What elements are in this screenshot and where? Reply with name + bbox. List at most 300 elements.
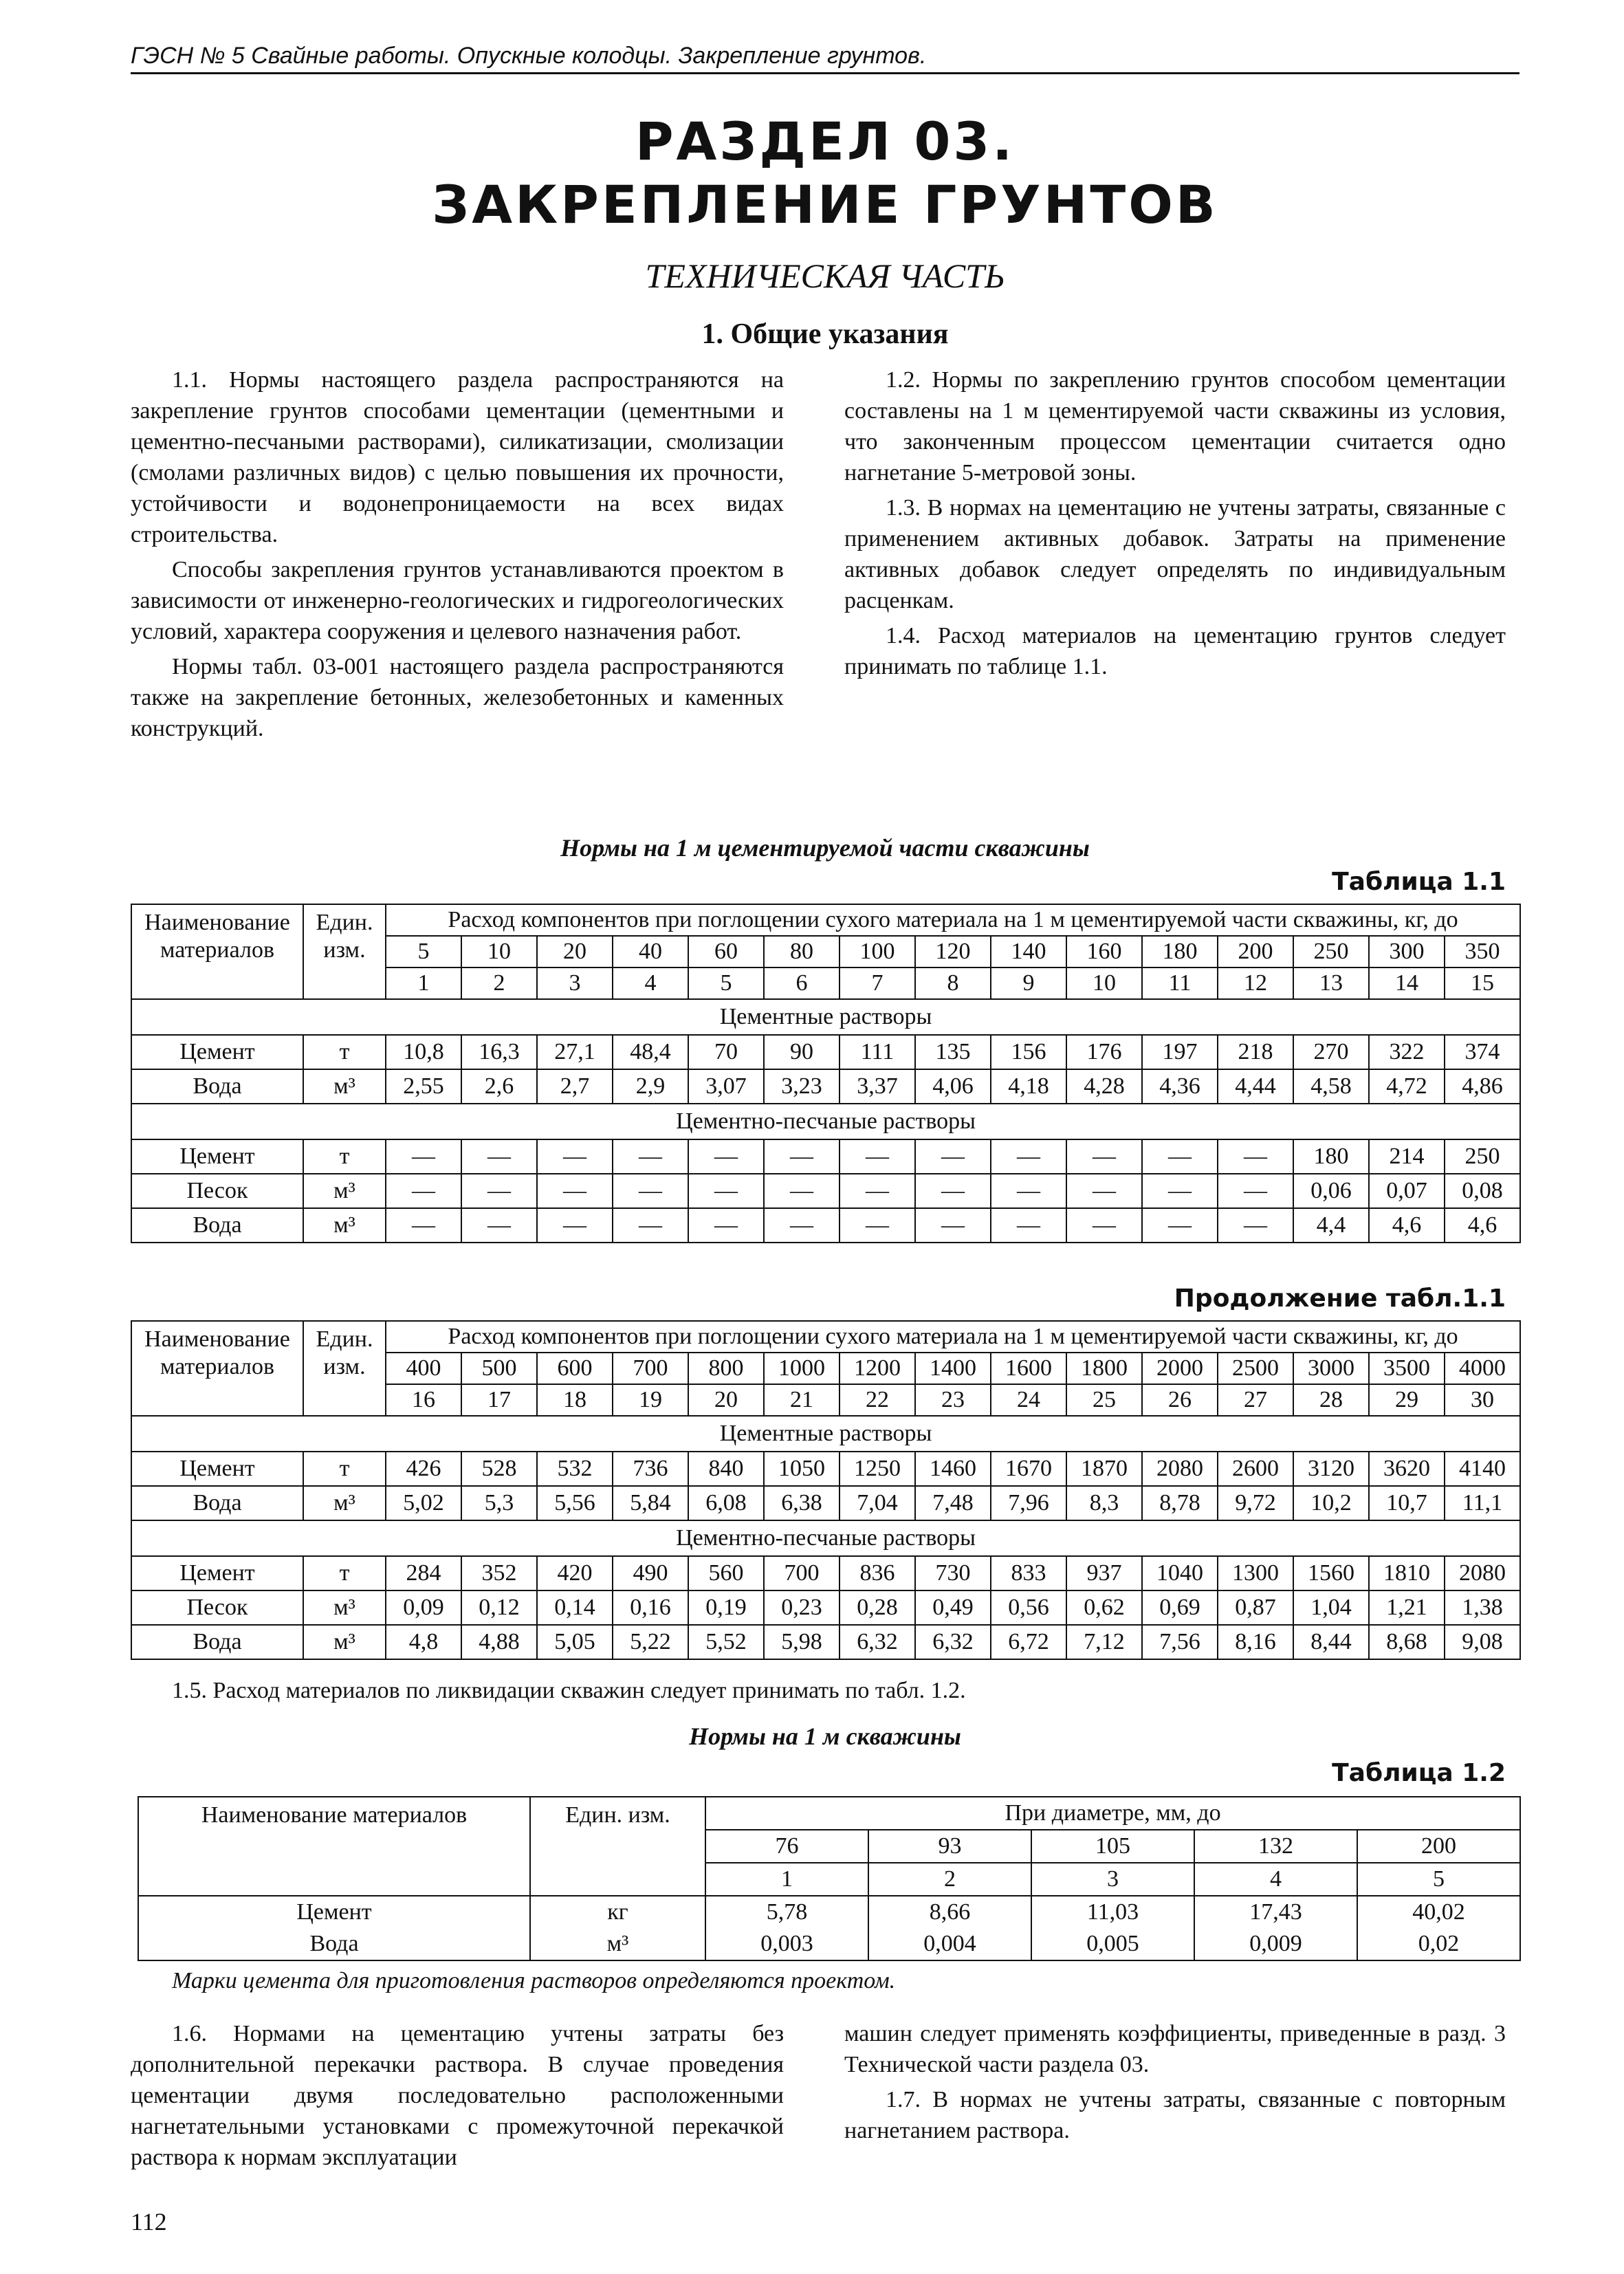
value-cell: — [991,1174,1066,1208]
table-row [131,1321,1520,1353]
value-cell: 0,08 [1445,1174,1520,1208]
value-cell: 420 [537,1556,613,1590]
value-cell: — [613,1208,688,1243]
value-cell: 1670 [991,1452,1066,1486]
value-cell: 5,84 [613,1486,688,1520]
material-name: Вода [131,1208,303,1243]
value-cell: 322 [1369,1035,1445,1069]
value-cell: 0,62 [1066,1590,1142,1625]
material-unit: м³ [530,1928,705,1960]
absorption-header: 3000 [1293,1353,1369,1384]
column-number: 23 [915,1384,991,1416]
value-cell: 284 [386,1556,461,1590]
absorption-header: 120 [915,936,991,967]
absorption-header: 80 [764,936,840,967]
paragraph: 1.2. Нормы по закреплению грунтов способом цементации составлены на 1 м цементируемой части скважины из условия, что законченным процессом цементации считается одно нагнетание 5-метровой зоны. [844,367,1506,485]
table-row [138,1797,1520,1830]
bottom-right-column [844,2018,1506,2150]
column-header-name: Наименование материалов [131,1321,303,1416]
value-cell: 0,09 [386,1590,461,1625]
general-instructions-heading: 1. Общие указания [701,318,949,350]
material-unit: т [303,1139,386,1174]
value-cell: — [1142,1139,1218,1174]
value-cell: 4,6 [1369,1208,1445,1243]
value-cell: 1050 [764,1452,840,1486]
value-cell: 1300 [1218,1556,1293,1590]
material-name: Вода [131,1486,303,1520]
value-cell: 0,14 [537,1590,613,1625]
value-cell: — [840,1174,915,1208]
value-cell: 840 [688,1452,764,1486]
value-cell: 6,32 [840,1625,915,1659]
value-cell: 2,6 [461,1069,537,1104]
running-head: ГЭСН № 5 Свайные работы. Опускные колодцы. Закрепление грунтов. [131,43,1519,74]
paragraph: Нормы табл. 03-001 настоящего раздела распространяются также на закрепление бетонных, железобетонных и каменных конструкций. [131,654,784,741]
absorption-header: 140 [991,936,1066,967]
table-row [131,1590,1520,1625]
section-title-line2: ЗАКРЕПЛЕНИЕ ГРУНТОВ [432,174,1218,235]
paragraph: Способы закрепления грунтов устанавливаются проектом в зависимости от инженерно-геологических и гидрогеологических условий, характера сооружения и целевого назначения работ. [131,557,784,644]
material-name: Цемент [138,1896,530,1928]
value-cell: 532 [537,1452,613,1486]
absorption-header: 1000 [764,1353,840,1384]
paragraph: 1.7. В нормах не учтены затраты, связанные с повторным нагнетанием раствора. [844,2087,1506,2143]
value-cell: 1560 [1293,1556,1369,1590]
value-cell: 11,03 [1031,1896,1194,1928]
value-cell: 4140 [1445,1452,1520,1486]
value-cell: — [537,1208,613,1243]
technical-part-heading: ТЕХНИЧЕСКАЯ ЧАСТЬ [645,256,1005,295]
value-cell: 4,18 [991,1069,1066,1104]
absorption-header: 10 [461,936,537,967]
column-number: 12 [1218,967,1293,999]
absorption-header: 3500 [1369,1353,1445,1384]
value-cell: 352 [461,1556,537,1590]
value-cell: 374 [1445,1035,1520,1069]
value-cell: 9,08 [1445,1625,1520,1659]
paragraph: 1.6. Нормами на цементацию учтены затраты без дополнительной перекачки раствора. В случае проведения цементации двумя последовательно расположенными нагнетательными установками с промежуточной перекачкой раствора к нормам эксплуатации [131,2021,784,2170]
value-cell: 16,3 [461,1035,537,1069]
value-cell: 1460 [915,1452,991,1486]
value-cell: 6,32 [915,1625,991,1659]
bottom-left-column [131,2018,784,2177]
table-row [131,1486,1520,1520]
material-unit: м³ [303,1069,386,1104]
absorption-header: 4000 [1445,1353,1520,1384]
column-header-group: Расход компонентов при поглощении сухого материала на 1 м цементируемой части скважины, кг, до [386,904,1520,936]
value-cell: 10,2 [1293,1486,1369,1520]
table1-caption: Нормы на 1 м цементируемой части скважины [560,834,1090,862]
value-cell: 833 [991,1556,1066,1590]
table1-part2 [131,1320,1521,1660]
table2-caption: Нормы на 1 м скважины [689,1723,961,1750]
value-cell: — [1066,1208,1142,1243]
column-number: 29 [1369,1384,1445,1416]
section-title [131,110,1519,237]
value-cell: 0,49 [915,1590,991,1625]
paragraph: 1.1. Нормы настоящего раздела распространяются на закрепление грунтов способами цементации (цементными и цементно-песчаными растворами), силикатизации, смолизации (смолами различных видов) с целью повышения их прочности, устойчивости и водонепроницаемости на всех видах строительства. [131,367,784,547]
absorption-header: 500 [461,1353,537,1384]
value-cell: 5,02 [386,1486,461,1520]
column-number: 25 [1066,1384,1142,1416]
table-row [138,1896,1520,1928]
value-cell: 0,009 [1194,1928,1357,1960]
value-cell: 490 [613,1556,688,1590]
value-cell: — [688,1139,764,1174]
column-number: 14 [1369,967,1445,999]
value-cell: 17,43 [1194,1896,1357,1928]
column-number: 2 [868,1863,1031,1896]
value-cell: 8,78 [1142,1486,1218,1520]
value-cell: 4,58 [1293,1069,1369,1104]
diameter-header: 76 [705,1830,868,1863]
value-cell: 5,78 [705,1896,868,1928]
value-cell: 156 [991,1035,1066,1069]
table2-label: Таблица 1.2 [1332,1759,1506,1787]
section-title-line1: РАЗДЕЛ 03. [635,111,1016,172]
material-name: Песок [131,1174,303,1208]
material-unit: м³ [303,1590,386,1625]
value-cell: 48,4 [613,1035,688,1069]
absorption-header: 1600 [991,1353,1066,1384]
value-cell: — [537,1174,613,1208]
value-cell: 2,9 [613,1069,688,1104]
value-cell: 6,72 [991,1625,1066,1659]
absorption-header: 160 [1066,936,1142,967]
column-number: 20 [688,1384,764,1416]
table-row [131,1556,1520,1590]
material-name: Цемент [131,1139,303,1174]
value-cell: 1,04 [1293,1590,1369,1625]
column-number: 17 [461,1384,537,1416]
paragraph: 1.3. В нормах на цементацию не учтены затраты, связанные с применением активных добавок. Затраты на применение активных добавок следует определять по индивидуальным расценкам. [844,495,1506,613]
value-cell: 10,7 [1369,1486,1445,1520]
value-cell: 40,02 [1357,1896,1520,1928]
material-name: Вода [138,1928,530,1960]
column-header-group: При диаметре, мм, до [705,1797,1520,1830]
value-cell: 0,003 [705,1928,868,1960]
column-number: 6 [764,967,840,999]
table-row [138,1928,1520,1960]
value-cell: — [386,1174,461,1208]
value-cell: 90 [764,1035,840,1069]
table-row [131,1625,1520,1659]
column-header-unit: Един. изм. [530,1797,705,1896]
column-number: 26 [1142,1384,1218,1416]
table1-part1 [131,904,1521,1243]
table1-continuation-label: Продолжение табл.1.1 [1174,1284,1506,1313]
value-cell: — [915,1208,991,1243]
value-cell: — [386,1139,461,1174]
table-row [131,1452,1520,1486]
column-number: 2 [461,967,537,999]
diameter-header: 93 [868,1830,1031,1863]
value-cell: 8,16 [1218,1625,1293,1659]
value-cell: — [1218,1174,1293,1208]
value-cell: 8,3 [1066,1486,1142,1520]
material-unit: м³ [303,1625,386,1659]
absorption-header: 100 [840,936,915,967]
section-heading: Цементно-песчаные растворы [131,1104,1520,1139]
column-number: 4 [613,967,688,999]
value-cell: 3,37 [840,1069,915,1104]
value-cell: 3,07 [688,1069,764,1104]
value-cell: 5,52 [688,1625,764,1659]
value-cell: — [764,1139,840,1174]
value-cell: — [613,1139,688,1174]
value-cell: — [613,1174,688,1208]
column-number: 1 [705,1863,868,1896]
value-cell: 135 [915,1035,991,1069]
value-cell: — [764,1208,840,1243]
value-cell: 4,36 [1142,1069,1218,1104]
value-cell: 7,04 [840,1486,915,1520]
absorption-header: 60 [688,936,764,967]
value-cell: 70 [688,1035,764,1069]
value-cell: 7,56 [1142,1625,1218,1659]
value-cell: 5,3 [461,1486,537,1520]
value-cell: 5,22 [613,1625,688,1659]
value-cell: 4,72 [1369,1069,1445,1104]
value-cell: 0,12 [461,1590,537,1625]
value-cell: — [1066,1139,1142,1174]
absorption-header: 700 [613,1353,688,1384]
value-cell: 528 [461,1452,537,1486]
value-cell: 1,38 [1445,1590,1520,1625]
value-cell: 27,1 [537,1035,613,1069]
value-cell: 730 [915,1556,991,1590]
column-header-unit: Един. изм. [303,904,386,999]
value-cell: 5,56 [537,1486,613,1520]
column-number: 30 [1445,1384,1520,1416]
diameter-header: 200 [1357,1830,1520,1863]
column-header-unit: Един. изм. [303,1321,386,1416]
value-cell: 5,05 [537,1625,613,1659]
table-row [131,1139,1520,1174]
value-cell: — [537,1139,613,1174]
value-cell: 4,88 [461,1625,537,1659]
column-number: 1 [386,967,461,999]
absorption-header: 200 [1218,936,1293,967]
column-number: 11 [1142,967,1218,999]
value-cell: 0,19 [688,1590,764,1625]
value-cell: 1040 [1142,1556,1218,1590]
column-header-name: Наименование материалов [138,1797,530,1896]
value-cell: 1870 [1066,1452,1142,1486]
column-number: 9 [991,967,1066,999]
value-cell: 0,16 [613,1590,688,1625]
right-column [844,364,1506,686]
value-cell: 0,02 [1357,1928,1520,1960]
value-cell: — [1218,1208,1293,1243]
value-cell: 4,6 [1445,1208,1520,1243]
section-heading: Цементные растворы [131,1416,1520,1452]
value-cell: 180 [1293,1139,1369,1174]
column-number: 21 [764,1384,840,1416]
value-cell: 4,28 [1066,1069,1142,1104]
column-number: 4 [1194,1863,1357,1896]
absorption-header: 2000 [1142,1353,1218,1384]
value-cell: 560 [688,1556,764,1590]
absorption-header: 250 [1293,936,1369,967]
table2 [138,1796,1521,1961]
value-cell: 4,86 [1445,1069,1520,1104]
value-cell: 214 [1369,1139,1445,1174]
value-cell: 6,38 [764,1486,840,1520]
value-cell: — [840,1139,915,1174]
column-number: 22 [840,1384,915,1416]
material-name: Цемент [131,1556,303,1590]
table-row [131,1035,1520,1069]
value-cell: 736 [613,1452,688,1486]
value-cell: 270 [1293,1035,1369,1069]
material-unit: м³ [303,1486,386,1520]
paragraph-1-5: 1.5. Расход материалов по ликвидации скважин следует принимать по табл. 1.2. [172,1678,966,1703]
value-cell: — [915,1139,991,1174]
material-unit: м³ [303,1174,386,1208]
material-name: Вода [131,1069,303,1104]
column-number: 3 [537,967,613,999]
absorption-header: 2500 [1218,1353,1293,1384]
value-cell: 218 [1218,1035,1293,1069]
material-unit: т [303,1035,386,1069]
value-cell: — [1142,1208,1218,1243]
absorption-header: 1800 [1066,1353,1142,1384]
diameter-header: 105 [1031,1830,1194,1863]
value-cell: 4,8 [386,1625,461,1659]
value-cell: — [1066,1174,1142,1208]
table-row [131,1416,1520,1452]
column-number: 10 [1066,967,1142,999]
column-number: 13 [1293,967,1369,999]
absorption-header: 20 [537,936,613,967]
column-number: 18 [537,1384,613,1416]
cement-grade-note: Марки цемента для приготовления растворов определяются проектом. [172,1968,896,1993]
value-cell: 4,06 [915,1069,991,1104]
value-cell: 700 [764,1556,840,1590]
value-cell: 176 [1066,1035,1142,1069]
value-cell: 5,98 [764,1625,840,1659]
value-cell: 10,8 [386,1035,461,1069]
value-cell: 0,87 [1218,1590,1293,1625]
table-row [131,999,1520,1035]
value-cell: 8,66 [868,1896,1031,1928]
paragraph: машин следует применять коэффициенты, приведенные в разд. 3 Технической части раздела 03. [844,2021,1506,2077]
value-cell: 111 [840,1035,915,1069]
value-cell: 0,28 [840,1590,915,1625]
value-cell: 1810 [1369,1556,1445,1590]
value-cell: 4,4 [1293,1208,1369,1243]
value-cell: 7,12 [1066,1625,1142,1659]
table-row [131,904,1520,936]
value-cell: — [991,1208,1066,1243]
value-cell: 0,005 [1031,1928,1194,1960]
material-unit: кг [530,1896,705,1928]
material-name: Песок [131,1590,303,1625]
value-cell: — [461,1139,537,1174]
absorption-header: 400 [386,1353,461,1384]
table-row [131,1069,1520,1104]
value-cell: 6,08 [688,1486,764,1520]
value-cell: 0,69 [1142,1590,1218,1625]
column-header-name: Наименование материалов [131,904,303,999]
material-name: Цемент [131,1035,303,1069]
value-cell: — [461,1174,537,1208]
column-number: 3 [1031,1863,1194,1896]
absorption-header: 5 [386,936,461,967]
value-cell: 2080 [1142,1452,1218,1486]
value-cell: — [840,1208,915,1243]
value-cell: — [461,1208,537,1243]
column-header-group: Расход компонентов при поглощении сухого материала на 1 м цементируемой части скважины, кг, до [386,1321,1520,1353]
table1-label: Таблица 1.1 [1332,868,1506,896]
value-cell: 1250 [840,1452,915,1486]
column-number: 27 [1218,1384,1293,1416]
value-cell: 0,004 [868,1928,1031,1960]
value-cell: — [688,1174,764,1208]
absorption-header: 600 [537,1353,613,1384]
table-row [131,1174,1520,1208]
page-number: 112 [131,2208,167,2235]
value-cell: 8,68 [1369,1625,1445,1659]
value-cell: 937 [1066,1556,1142,1590]
value-cell: 0,06 [1293,1174,1369,1208]
absorption-header: 800 [688,1353,764,1384]
absorption-header: 1400 [915,1353,991,1384]
value-cell: 0,23 [764,1590,840,1625]
column-number: 16 [386,1384,461,1416]
value-cell: 1,21 [1369,1590,1445,1625]
section-heading: Цементные растворы [131,999,1520,1035]
absorption-header: 300 [1369,936,1445,967]
value-cell: 426 [386,1452,461,1486]
paragraph: 1.4. Расход материалов на цементацию грунтов следует принимать по таблице 1.1. [844,623,1506,679]
value-cell: 2080 [1445,1556,1520,1590]
material-name: Вода [131,1625,303,1659]
absorption-header: 350 [1445,936,1520,967]
material-unit: т [303,1452,386,1486]
value-cell: 3620 [1369,1452,1445,1486]
value-cell: 11,1 [1445,1486,1520,1520]
value-cell: 836 [840,1556,915,1590]
value-cell: 3,23 [764,1069,840,1104]
value-cell: 2,55 [386,1069,461,1104]
material-name: Цемент [131,1452,303,1486]
column-number: 15 [1445,967,1520,999]
value-cell: 2,7 [537,1069,613,1104]
value-cell: 7,96 [991,1486,1066,1520]
value-cell: 250 [1445,1139,1520,1174]
value-cell: — [991,1139,1066,1174]
value-cell: — [1142,1174,1218,1208]
table-row [131,1208,1520,1243]
material-unit: т [303,1556,386,1590]
column-number: 5 [688,967,764,999]
material-unit: м³ [303,1208,386,1243]
value-cell: — [386,1208,461,1243]
column-number: 19 [613,1384,688,1416]
value-cell: 7,48 [915,1486,991,1520]
column-number: 28 [1293,1384,1369,1416]
value-cell: 0,07 [1369,1174,1445,1208]
value-cell: — [764,1174,840,1208]
value-cell: 0,56 [991,1590,1066,1625]
diameter-header: 132 [1194,1830,1357,1863]
column-number: 7 [840,967,915,999]
value-cell: 9,72 [1218,1486,1293,1520]
value-cell: — [688,1208,764,1243]
value-cell: 197 [1142,1035,1218,1069]
